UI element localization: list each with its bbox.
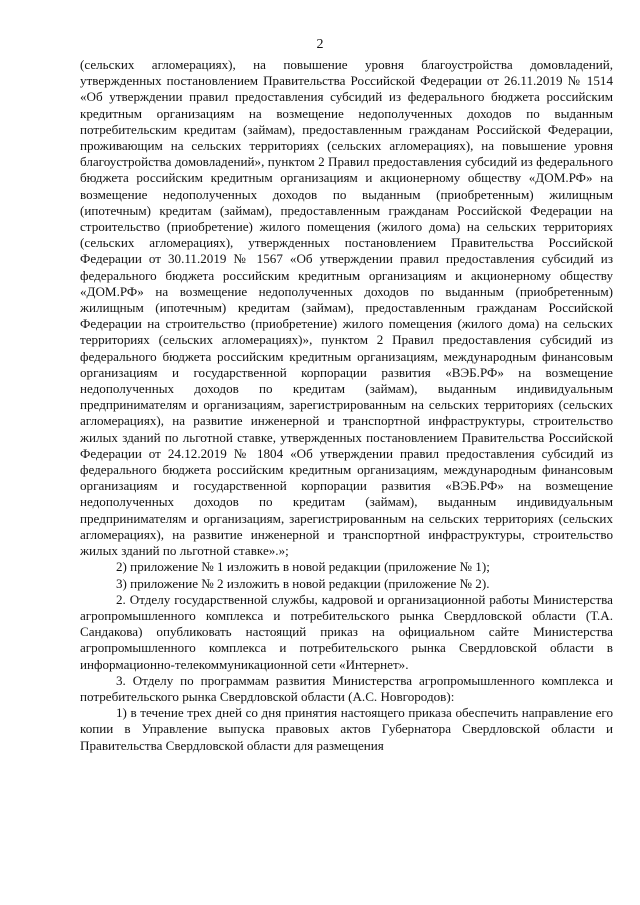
document-body [80,57,613,754]
paragraph-item-3-appendix-2: 3) приложение № 2 изложить в новой редакции (приложение № 2). [116,575,490,591]
paragraph-clause-2-publication: 2. Отделу государственной службы, кадровой и организационной работы Министерства агропромышленного комплекса и потребительского рынка Свердловской области (Т.А. Сандакова) опубликовать настоящий приказ на официальном сайте Министерства агропромышленного комплекса и потребительского рынка Свердловской области в информационно-телекоммуникационной сети «Интернет». [80,591,613,672]
page-number: 2 [316,37,324,52]
paragraph-clause-3-programs-department: 3. Отделу по программам развития Министерства агропромышленного комплекса и потребительского рынка Свердловской области (А.С. Новгородов): [80,672,613,704]
paragraph-legal-basis-continuation: (сельских агломерациях), на повышение уровня благоустройства домовладений, утвержденных постановлением Правительства Российской Федерации от 26.11.2019 № 1514 «Об утверждении правил предоставления субсидий из федерального бюджета российским кредитным организациям на возмещение недополученных доходов по выданным потребительским кредитам (займам), предоставленным гражданам Российской Федерации, проживающим на сельских территориях (сельских агломерациях), на повышение уровня благоустройства домовладений», пунктом 2 Правил предоставления субсидий из федерального бюджета российским кредитным организациям и акционерному обществу «ДОМ.РФ» на возмещение недополученных доходов по выданным (приобретенным) жилищным (ипотечным) кредитам (займам), предоставленным гражданам Российской Федерации на строительство (приобретение) жилого помещения (жилого дома) на сельских территориях (сельских агломерациях), утвержденных постановлением Правительства Российской Федерации от 30.11.2019 № 1567 «Об утверждении правил предоставления субсидий из федерального бюджета российским кредитным организациям и акционерному обществу «ДОМ.РФ» на возмещение недополученных доходов по выданным (приобретенным) жилищным (ипотечным) кредитам (займам), предоставленным гражданам Российской Федерации на строительство (приобретение) жилого помещения (жилого дома) на сельских территориях (сельских агломерациях)», пунктом 2 Правил предоставления субсидий из федерального бюджета российским кредитным организациям, международным финансовым организациям и государственной корпорации развития «ВЭБ.РФ» на возмещение недополученных доходов по кредитам (займам), выданным индивидуальным предпринимателям и организациям, зарегистрированным на сельских территориях (сельских агломерациях), на развитие инженерной и транспортной инфраструктуры, строительство жилых зданий по льготной ставке, утвержденных постановлением Правительства Российской Федерации от 24.12.2019 № 1804 «Об утверждении правил предоставления субсидий из федерального бюджета российским кредитным организациям, международным финансовым организациям и государственной корпорации развития «ВЭБ.РФ» на возмещение недополученных доходов по кредитам (займам), выданным индивидуальным предпринимателям и организациям, зарегистрированным на сельских территориях (сельских агломерациях), на развитие инженерной и транспортной инфраструктуры, строительство жилых зданий по льготной ставке».»; [80,57,613,559]
paragraph-clause-3-item-1: 1) в течение трех дней со дня принятия настоящего приказа обеспечить направление его копии в Управление выпуска правовых актов Губернатора Свердловской области и Правительства Свердловской области для размещения [80,705,613,753]
paragraph-item-2-appendix-1: 2) приложение № 1 изложить в новой редакции (приложение № 1); [116,559,490,575]
